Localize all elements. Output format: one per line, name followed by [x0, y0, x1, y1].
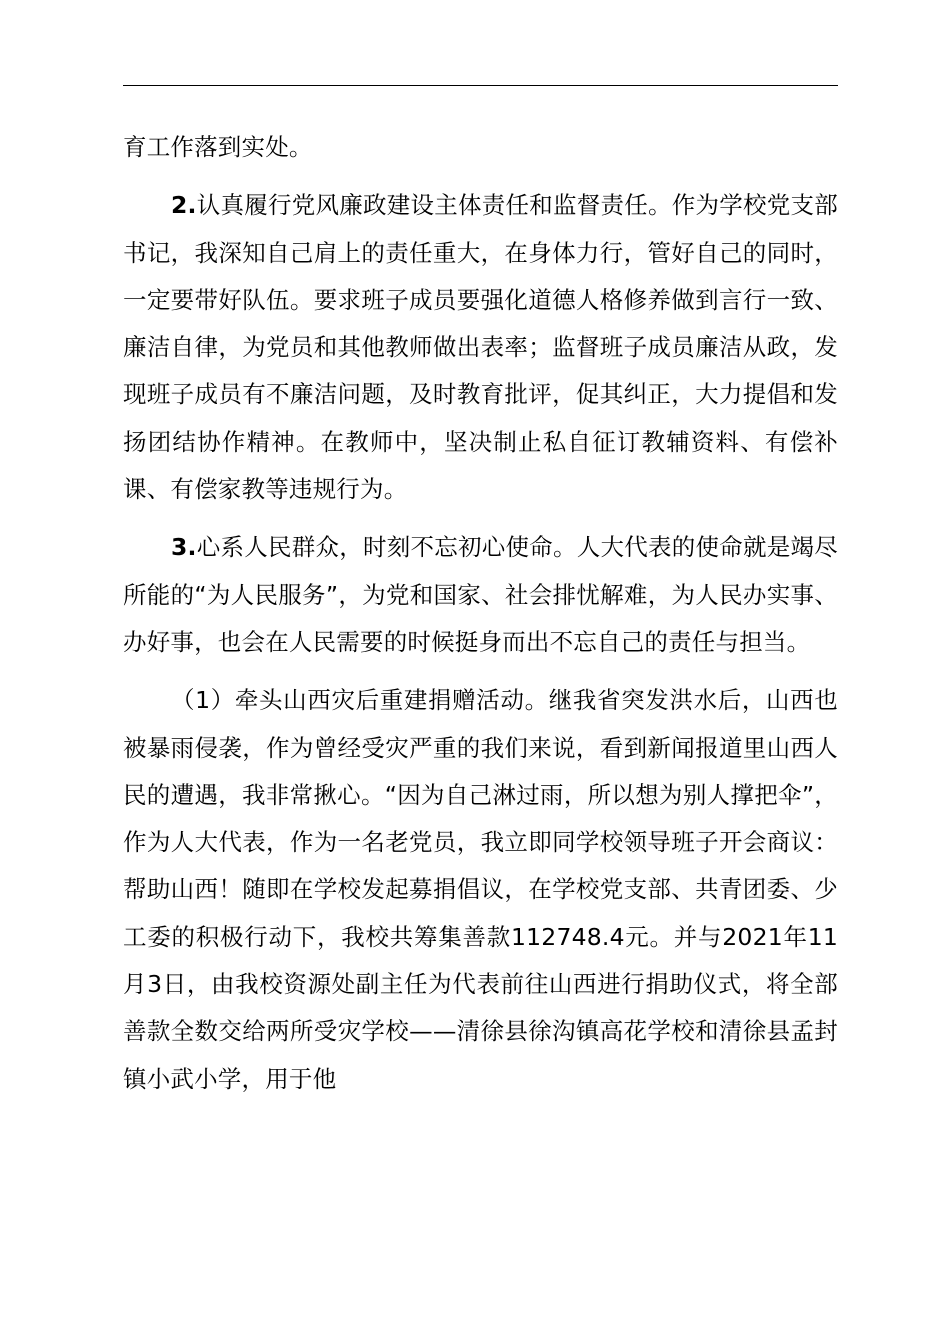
paragraph-item-2 — [123, 182, 838, 513]
header-rule — [123, 85, 838, 86]
paragraph-text: 认真履行党风廉政建设主体责任和监督责任。作为学校党支部书记，我深知自己肩上的责任重大，在身体力行，管好自己的同时，一定要带好队伍。要求班子成员要强化道德人格修养做到言行一致、廉洁自律，为党员和其他教师做出表率；监督班子成员廉洁从政，发现班子成员有不廉洁问题，及时教育批评，促其纠正，大力提倡和发扬团结协作精神。在教师中，坚决制止私自征订教辅资料、有偿补课、有偿家教等违规行为。 — [123, 191, 838, 504]
document-body — [123, 124, 838, 1114]
paragraph-subitem-1 — [123, 677, 838, 1103]
paragraph-text: （1）牵头山西灾后重建捐赠活动。继我省突发洪水后，山西也被暴雨侵袭，作为曾经受灾严重的我们来说，看到新闻报道里山西人民的遭遇，我非常揪心。“因为自己淋过雨，所以想为别人撑把伞”，作为人大代表，作为一名老党员，我立即同学校领导班子开会商议：帮助山西！随即在学校发起募捐倡议，在学校党支部、共青团委、少工委的积极行动下，我校共筹集善款112748.4元。并与2021年11月3日，由我校资源处副主任为代表前往山西进行捐助仪式，将全部善款全数交给两所受灾学校——清徐县徐沟镇高花学校和清徐县孟封镇小武小学，用于他 — [123, 686, 838, 1093]
paragraph-text: 育工作落到实处。 — [123, 133, 313, 161]
paragraph-text: 心系人民群众，时刻不忘初心使命。人大代表的使命就是竭尽所能的“为人民服务”，为党和国家、社会排忧解难，为人民办实事、办好事，也会在人民需要的时候挺身而出不忘自己的责任与担当。 — [123, 533, 838, 656]
paragraph-continuation — [123, 124, 838, 171]
paragraph-number: 3. — [171, 533, 197, 562]
paragraph-item-3 — [123, 524, 838, 666]
paragraph-number: 2. — [171, 191, 197, 220]
